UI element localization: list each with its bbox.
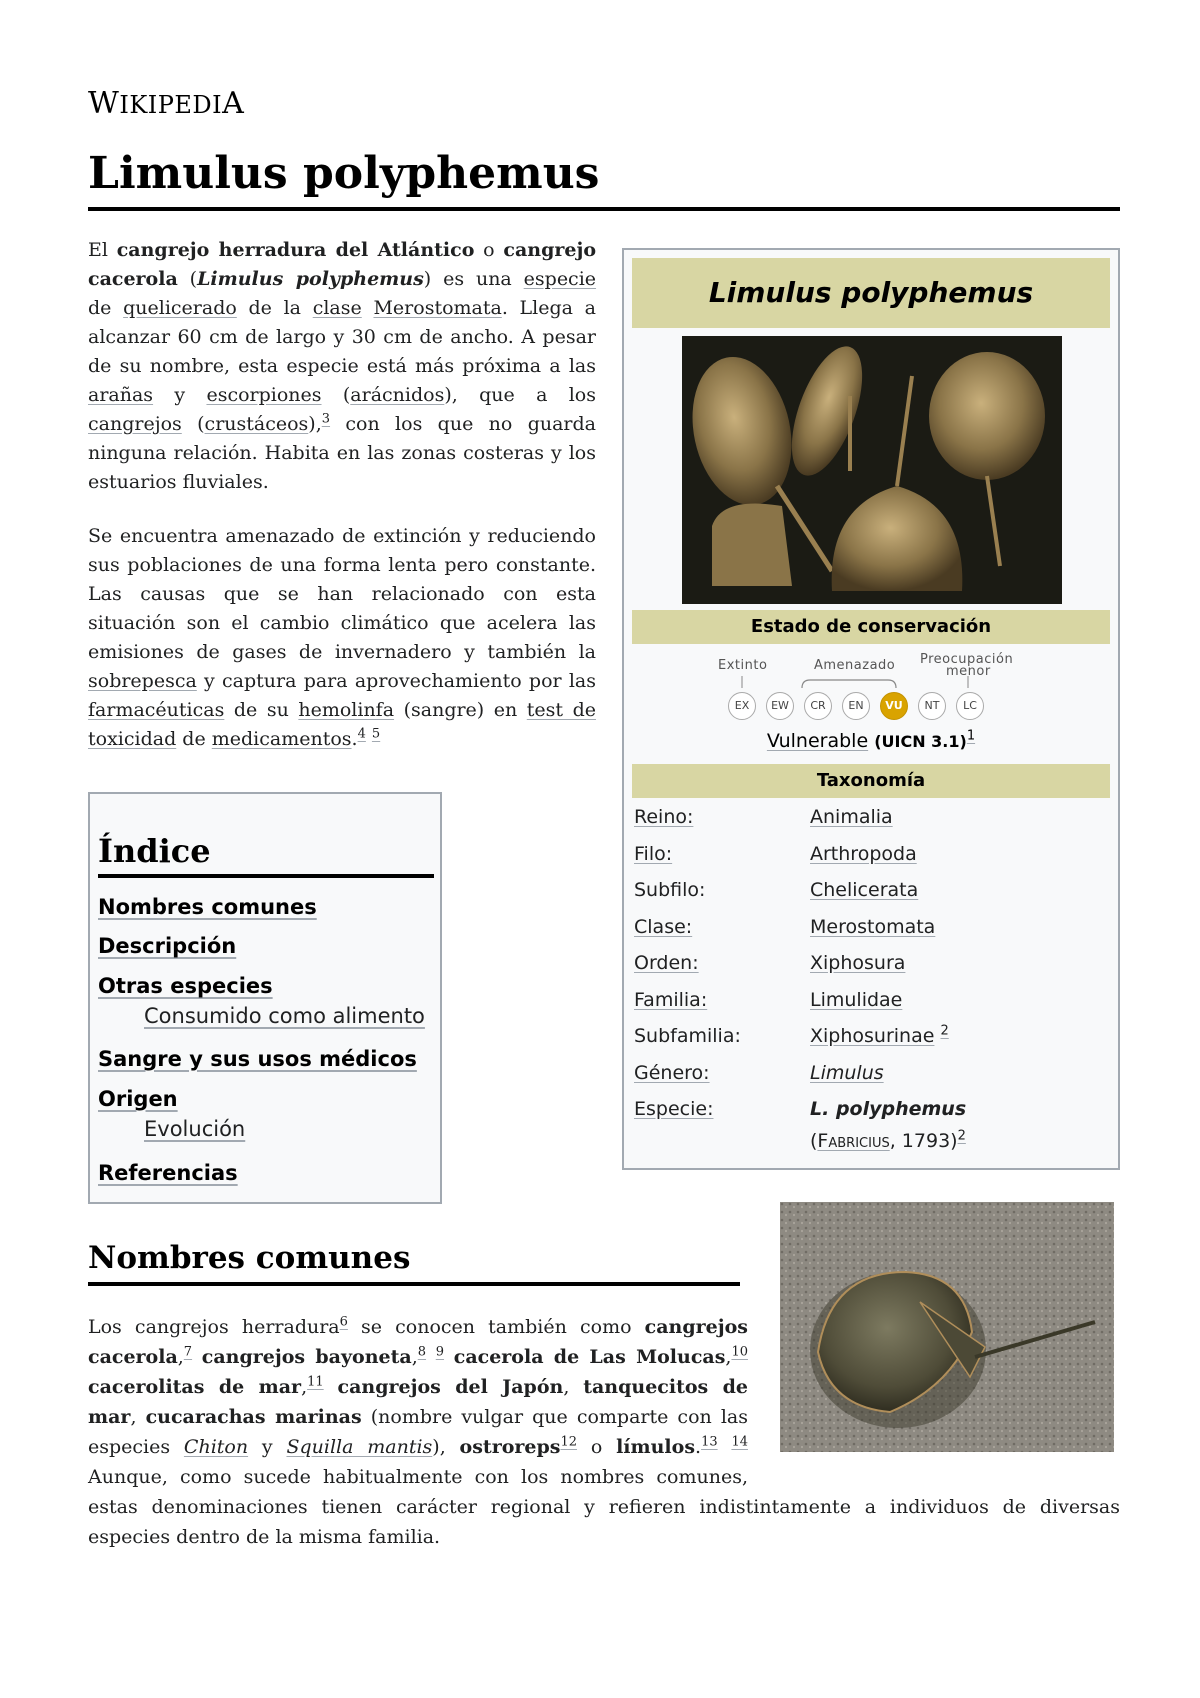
iucn-ex: EX (728, 692, 756, 720)
link-quelicerado[interactable]: quelicerado (123, 297, 237, 319)
section-body: Los cangrejos herradura$^6$ se conocen también como cangrejos cacerola,$^7$ cangrejos bayoneta,$^8$ $^9$ cacerola de Las Molucas,$^{10}$ cacerolitas de mar,$^{11}$ cangrejos del Japón, tanquecitos de mar, cucarachas marinas (nombre vulgar que comparte con las especies Chiton y Squilla mantis), ostroreps$^{12}$ o límulos.$^{13}$ $^{14}$ Aunque, como sucede habitualmente con los nombres comunes, estas denominaciones tienen carácter regional y refieren indistintamente a individuos de diversas especies dentro de la misma familia. (88, 1312, 1120, 1552)
link-cangrejos[interactable]: cangrejos (88, 413, 182, 435)
link-crustaceos[interactable]: crustáceos (204, 413, 309, 435)
taxonomy-row (634, 952, 1112, 988)
ref-12[interactable]: 12 (560, 1434, 578, 1450)
scale-brackets (624, 670, 1118, 694)
ref-9[interactable]: 9 (435, 1344, 445, 1360)
taxonomy-row (634, 1098, 1112, 1170)
iucn-lc: LC (956, 692, 984, 720)
rank-label: Subfamilia: (634, 1025, 741, 1047)
ref-2[interactable]: 2 (940, 1023, 949, 1039)
iucn-en: EN (842, 692, 870, 720)
toc-item[interactable]: Otras especies (98, 974, 273, 998)
scale-label-extinct: Extinto (718, 658, 768, 673)
ref-1[interactable]: 1 (966, 728, 976, 744)
link-aracnidos[interactable]: arácnidos (350, 384, 445, 406)
taxonomy-row (634, 989, 1112, 1025)
link-fabricius[interactable]: Fabricius (817, 1130, 890, 1152)
ref-3[interactable]: 3 (321, 411, 331, 427)
link-especie[interactable]: especie (523, 268, 597, 290)
rank-label: Subfilo: (634, 879, 706, 901)
link-hemolinfa[interactable]: hemolinfa (298, 699, 395, 721)
rank-link[interactable]: Clase: (634, 916, 693, 938)
taxonomy-row (634, 879, 1112, 915)
ref-5[interactable]: 5 (371, 726, 381, 742)
thumb-spacer (748, 1312, 1120, 1490)
iucn-cr: CR (804, 692, 832, 720)
taxonomy-row (634, 1062, 1112, 1098)
rank-link[interactable]: Género: (634, 1062, 710, 1084)
toc-item[interactable]: Origen (98, 1087, 178, 1111)
toc-title: Índice (98, 832, 434, 878)
link-medicamentos[interactable]: medicamentos (211, 728, 352, 750)
taxon-link[interactable]: Xiphosurinae (810, 1025, 935, 1047)
iucn-ew: EW (766, 692, 794, 720)
ref-8[interactable]: 8 (417, 1344, 427, 1360)
rank-link[interactable]: Especie: (634, 1098, 714, 1120)
taxon-link[interactable]: Chelicerata (810, 879, 919, 901)
toc-item[interactable]: Nombres comunes (98, 895, 317, 919)
link-clase[interactable]: clase (312, 297, 362, 319)
taxonomy-row (634, 916, 1112, 952)
ref-14[interactable]: 14 (731, 1434, 748, 1450)
rank-link[interactable]: Orden: (634, 952, 699, 974)
ref-10[interactable]: 10 (731, 1344, 748, 1360)
taxon-link[interactable]: Animalia (810, 806, 893, 828)
lead-paragraph-1: El cangrejo herradura del Atlántico o cangrejo cacerola (Limulus polyphemus) es una especie de quelicerado de la clase Merostomata. Llega a alcanzar 60 cm de largo y 30 cm de ancho. A pesar de su nombre, esta especie está más próxima a las arañas y escorpiones (arácnidos), que a los cangrejos (crustáceos),$^3$ con los que no guarda ninguna relación. Habita en las zonas costeras y los estuarios fluviales. (88, 239, 597, 493)
link-merostomata[interactable]: Merostomata (373, 297, 502, 319)
page-title: Limulus polyphemus (88, 148, 1120, 211)
scale-label-least-concern-2: menor (946, 664, 991, 679)
link-escorpiones[interactable]: escorpiones (206, 384, 322, 406)
species-name: L. polyphemus (810, 1098, 967, 1120)
ref-11[interactable]: 11 (307, 1374, 324, 1390)
section-heading-nombres-comunes: Nombres comunes (88, 1240, 740, 1286)
taxon-link[interactable]: Limulus (810, 1062, 884, 1084)
taxon-link[interactable]: Arthropoda (810, 843, 917, 865)
ref-7[interactable]: 7 (183, 1344, 193, 1360)
iucn-vu-active: VU (880, 692, 908, 720)
scale-label-least-concern-1: Preocupación (920, 652, 1014, 667)
ref-2b[interactable]: 2 (957, 1128, 966, 1144)
taxonomy-header: Taxonomía (632, 764, 1110, 798)
link-sobrepesca[interactable]: sobrepesca (88, 670, 197, 692)
taxon-link[interactable]: Limulidae (810, 989, 903, 1011)
link-vulnerable[interactable]: Vulnerable (766, 730, 869, 752)
taxonomy-row (634, 843, 1112, 879)
rank-link[interactable]: Familia: (634, 989, 708, 1011)
toc-item[interactable]: Referencias (98, 1161, 238, 1185)
link-chiton[interactable]: Chiton (183, 1436, 249, 1458)
table-of-contents (88, 792, 442, 1204)
horseshoe-crab-shells-image[interactable] (682, 336, 1062, 604)
taxonomy-row (634, 1025, 1112, 1061)
taxon-link[interactable]: Merostomata (810, 916, 936, 938)
ref-13[interactable]: 13 (701, 1434, 718, 1450)
taxobox-title: Limulus polyphemus (632, 258, 1110, 328)
authority: (Fabricius, 1793)$^2$ (810, 1128, 966, 1152)
scale-label-threatened: Amenazado (814, 658, 896, 673)
conservation-header: Estado de conservación (632, 610, 1110, 644)
ref-6[interactable]: 6 (339, 1314, 348, 1330)
link-test-toxicidad[interactable]: test de toxicidad (88, 699, 596, 750)
toc-item[interactable]: Descripción (98, 934, 237, 958)
taxonomy-row (634, 806, 1112, 842)
taxobox (622, 248, 1120, 1170)
lead-paragraph-2: Se encuentra amenazado de extinción y reduciendo sus poblaciones de una forma lenta pero constante. Las causas que se han relacionado con esta situación son el cambio climático que acelera las emisiones de gases de invernadero y también la sobrepesca y captura para aprovechamiento por las farmacéuticas de su hemolinfa (sangre) en test de toxicidad de medicamentos.$^4$ $^5$ (88, 525, 596, 750)
lead-section (88, 236, 596, 779)
rank-link[interactable]: Filo: (634, 843, 673, 865)
toc-subitem[interactable]: Consumido como alimento (144, 1004, 425, 1028)
link-farmaceuticas[interactable]: farmacéuticas (88, 699, 225, 721)
rank-link[interactable]: Reino: (634, 806, 694, 828)
toc-subitem[interactable]: Evolución (144, 1117, 246, 1141)
link-squilla-mantis[interactable]: Squilla mantis (286, 1436, 433, 1458)
toc-item[interactable]: Sangre y sus usos médicos (98, 1047, 417, 1071)
wikipedia-wordmark[interactable]: WIKIPEDIA (88, 86, 245, 121)
ref-4[interactable]: 4 (357, 726, 366, 742)
taxon-link[interactable]: Xiphosura (810, 952, 906, 974)
link-aranas[interactable]: arañas (88, 384, 154, 406)
iucn-nt: NT (918, 692, 946, 720)
conservation-status: Vulnerable (UICN 3.1)$^1$ (766, 728, 976, 752)
